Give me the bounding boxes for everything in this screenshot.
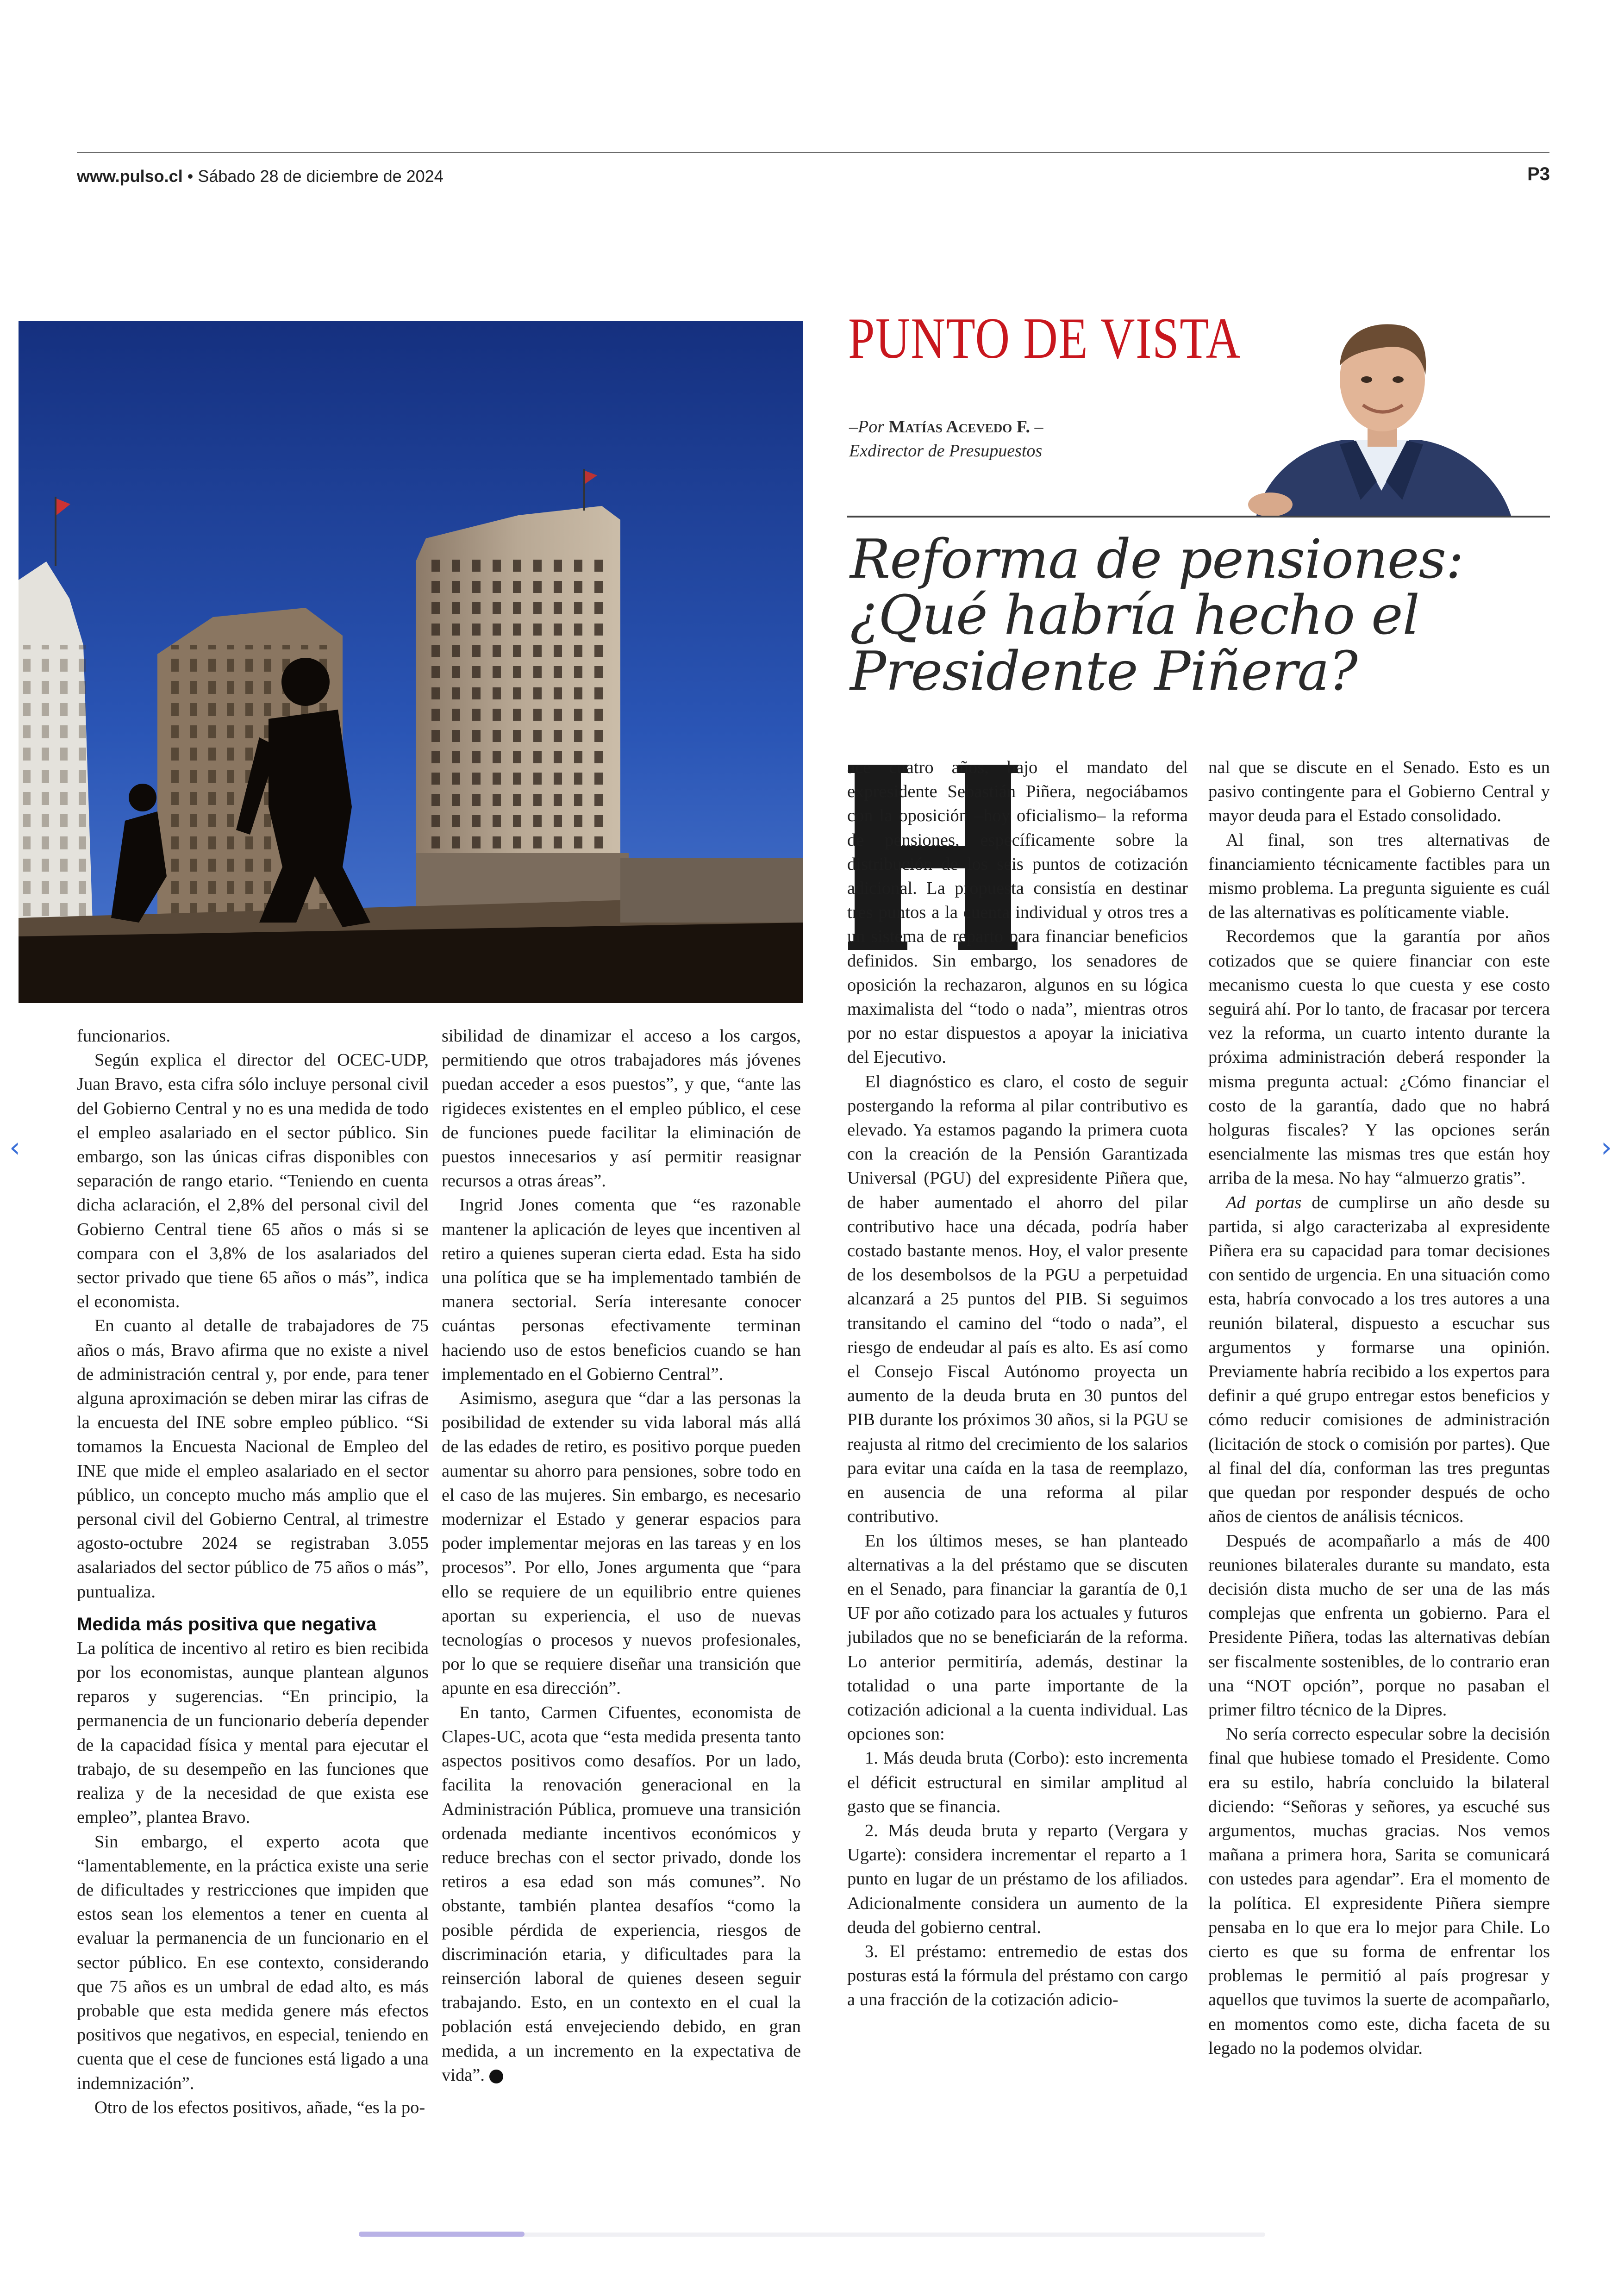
opinion-column-1 [847, 755, 1188, 2012]
article-photo [19, 321, 803, 1003]
byline-suffix: – [1030, 417, 1043, 437]
opinion-headline: Reforma de pensiones: ¿Qué habría hecho el Presidente Piñera? [850, 528, 1464, 703]
header-rule [77, 152, 1549, 153]
article-column-1 [77, 1024, 429, 2120]
paragraph: nal que se discute en el Senado. Esto es un pasivo contingente para el Gobierno Central y mayor deuda para el Estado consolidado. [1208, 758, 1550, 826]
header-site-date [77, 167, 443, 186]
paragraph: sibilidad de dinamizar el acceso a los cargos, permitiendo que otros trabajadores más jóvenes puedan acceder a esos puestos”, y que, “ante las rigideces existentes en el empleo público, el cese de funciones puede facilitar la eliminación de puestos innecesarios y así permitir reasignar recursos a otras áreas”. [442, 1026, 801, 1191]
paragraph: Sin embargo, el experto acota que “lamentablemente, en la práctica existe una serie de dificultades y restricciones que impiden que estos sean los elementos a tener en cuenta al evaluar la permanencia de un funcionario en el sector público. En ese contexto, considerando que 75 años es un umbral de edad alto, es más probable que esta medida genere más efectos positivos que negativos, en especial, teniendo en cuenta que el cese de funciones está ligado a una indemnización”. [77, 1832, 429, 2093]
author-role: Exdirector de Presupuestos [849, 441, 1043, 461]
paragraph-text: de cumplirse un año desde su partida, si algo caracterizaba al expresidente Piñera era su capacidad para tomar decisiones con sentido de urgencia. En una situación como esta, habría convocado a los tres autores a una reunión bilateral, dispuesto a escuchar sus argumentos y formarse una opinión. Previamente habría recibido a los expertos para definir a qué grupo entregar estos beneficios y cómo reducir comisiones de administración (licitación de stock o comisión por partes). Que al final del día, conforman las tres preguntas que quedan por responder después de ocho años de cientos de análisis técnicos. [1208, 1192, 1550, 1527]
headline-rule [847, 516, 1550, 518]
paragraph [1208, 1191, 1550, 1529]
paragraph: No sería correcto especular sobre la decisión final que hubiese tomado el Presidente. Como era su estilo, habría concluido la bilateral diciendo: “Señoras y señores, ya escuché sus argumentos, muchas gracias. Nos vemos mañana a primera hora, Sarita se comunicará con ustedes para agendar”. Era el momento de la política. El expresidente Piñera siempre pensaba en lo que era lo mejor para Chile. Lo cierto es que su forma de enfrentar los problemas le permitió al país progresar y aquellos que tuvimos la suerte de acompañarlo, en momentos como este, dicha faceta de su legado no la podemos olvidar. [1208, 1724, 1550, 2058]
byline [849, 417, 1043, 437]
paragraph: Otro de los efectos positivos, añade, “es la po- [94, 2097, 425, 2117]
paragraph: funcionarios. [77, 1026, 171, 1046]
previous-page-arrow[interactable]: ‹ [9, 1131, 20, 1164]
next-page-arrow[interactable]: › [1601, 1131, 1612, 1164]
opinion-column-2 [1208, 755, 1550, 2060]
page-number: P3 [1527, 164, 1550, 184]
paragraph: ace cuatro años, bajo el mandato del expresidente Sebastián Piñera, negociábamos con la oposición –hoy oficialismo– la reforma de pensiones, específicamente sobre la distribución de los seis puntos de cotización adicional. La propuesta consistía en destinar tres puntos a la cuenta individual y otros tres a un sistema de reparto para financiar beneficios definidos. Sin embargo, los senadores de oposición la rechazaron, algunos en su lógica maximalista del “todo o nada”, mientras otros por no estar dispuestos a apoyar la iniciativa del Ejecutivo. [847, 758, 1188, 1067]
article-column-2 [442, 1024, 801, 2087]
site-url[interactable]: www.pulso.cl [77, 167, 183, 186]
author-name: Matías Acevedo F. [888, 417, 1030, 437]
paragraph: En los últimos meses, se han planteado alternativas a la del préstamo que se discuten en el Senado, para financiar la garantía de 0,1 UF por año cotizado para los actuales y futuros jubilados que no se beneficiarán de la reforma. Lo anterior permitiría, además, destinar la totalidad o una parte importante de la cotización adicional a la cuenta individual. Las opciones son: [847, 1531, 1188, 1744]
paragraph: La política de incentivo al retiro es bien recibida por los economistas, aunque plantean algunos reparos y sugerencias. “En principio, la permanencia de un funcionario debería depender de la capacidad física y mental para ejecutar el trabajo, de su desempeño en las funciones que realiza y de la necesidad de que exista ese empleo”, plantea Bravo. [77, 1638, 429, 1827]
italic-lead: Ad portas [1226, 1192, 1302, 1212]
end-mark [489, 2070, 503, 2083]
byline-prefix: –Por [849, 417, 884, 437]
issue-date: • Sábado 28 de diciembre de 2024 [187, 167, 443, 186]
paragraph: Recordemos que la garantía por años cotizados que se quiere financiar con este mecanismo cuesta lo que cuesta y ese costo seguirá ahí. Por lo tanto, de fracasar por tercera vez la reforma, un cuarto intento durante la próxima administración deberá responder la misma pregunta actual: ¿Cómo financiar el costo de la garantía, dado que no habrá holguras fiscales? Y las opciones serán esencialmente las mismas tres que están hoy arriba de la mesa. No hay “almuerzo gratis”. [1208, 927, 1550, 1188]
paragraph: El diagnóstico es claro, el costo de seguir postergando la reforma al pilar contributivo es elevado. Ya estamos pagando la primera cuota con la creación de la Pensión Garantizada Universal (PGU) del expresidente Piñera que, de haber aumentado el ahorro del pilar contributivo hace una década, podría haber costado bastante menos. Hoy, el valor presente de los desembolsos de la PGU a perpetuidad alcanzará a 25 puntos del PIB. Si seguimos transitando el camino del “todo o nada”, el riesgo de endeudar al país es alto. Es así como el Consejo Fiscal Autónomo proyecta un aumento de la deuda bruta en 30 puntos del PIB durante los próximos 30 años, si la PGU se reajusta al ritmo del crecimiento de los salarios para evitar una caída en la tasa de reemplazo, en ausencia de una reforma al pilar contributivo. [847, 1072, 1188, 1527]
paragraph: 2. Más deuda bruta y reparto (Vergara y Ugarte): considera incrementar el reparto a 1 punto en lugar de un préstamo de los afiliados. Adicionalmente considera un aumento de la deuda del gobierno central. [847, 1821, 1188, 1937]
paragraph: Después de acompañarlo a más de 400 reuniones bilaterales durante su mandato, esta decisión dista mucho de ser una de las más complejas que enfrenta un gobierno. Para el Presidente Piñera, todas las alternativas debían ser fiscalmente sostenibles, de lo contrario eran una “NOT opción”, porque no pasaban el primer filtro técnico de la Dipres. [1208, 1531, 1550, 1720]
paragraph: En tanto, Carmen Cifuentes, economista de Clapes-UC, acota que “esta medida presenta tanto aspectos positivos como desafíos. Por un lado, facilita la renovación generacional en la Administración Pública, promueve una transición ordenada mediante incentivos económicos y reduce brechas con el sector privado, donde los retiros a esa edad son más comunes”. No obstante, también plantea desafíos “como la posible pérdida de experiencia, riesgos de discriminación etaria, y dificultades para la reinserción laboral de quienes deseen seguir trabajando. Esto, en un contexto en el cual la población está envejeciendo debido, en gran medida, a un incremento en la expectativa de vida”. [442, 1703, 801, 2085]
paragraph: Según explica el director del OCEC-UDP, Juan Bravo, esta cifra sólo incluye personal civil del Gobierno Central y no es una medida de todo el empleo asalariado en el sector público. Sin embargo, son las únicas cifras disponibles con separación de rango etario. “Teniendo en cuenta dicha aclaración, el 2,8% del personal civil del Gobierno Central tiene 65 años o más si se compara con el 3,8% de los asalariados del sector privado que tiene 65 años o más”, indica el economista. [77, 1050, 429, 1312]
author-portrait [1238, 306, 1525, 516]
paragraph: Ingrid Jones comenta que “es razonable mantener la aplicación de leyes que incentiven al retiro a quienes superan cierta edad. Esta ha sido una política que se ha implementado también de manera sectorial. Sería interesante conocer cuántas personas efectivamente terminan haciendo uso de estos beneficios cuando se han implementado en el Gobierno Central”. [442, 1195, 801, 1384]
subheading: Medida más positiva que negativa [77, 1614, 376, 1634]
paragraph: Asimismo, asegura que “dar a las personas la posibilidad de extender su vida laboral más allá de las edades de retiro, es positivo porque pueden aumentar su ahorro para pensiones, sobre todo en el caso de las mujeres. Sin embargo, es necesario modernizar el Estado y generar espacios para poder implementar mejoras en las tareas y en los procesos”. Por ello, Jones argumenta que “para ello se requiere de un equilibrio entre quienes aportan su experiencia, el uso de nuevas tecnologías o procesos y nuevos profesionales, por lo que se requiere diseñar una transición que apunte en esa dirección”. [442, 1389, 801, 1698]
page-scrollbar-thumb[interactable] [359, 2232, 525, 2237]
paragraph: 3. El préstamo: entremedio de estas dos posturas está la fórmula del préstamo con cargo a una fracción de la cotización adicio- [847, 1941, 1188, 2010]
paragraph: 1. Más deuda bruta (Corbo): esto incrementa el déficit estructural en similar amplitud al gasto que se financia. [847, 1748, 1188, 1816]
paragraph: Al final, son tres alternativas de financiamiento técnicamente factibles para un mismo problema. La pregunta siguiente es cuál de las alternativas es políticamente viable. [1208, 830, 1550, 923]
section-title: PUNTO DE VISTA [848, 306, 1241, 371]
paragraph: En cuanto al detalle de trabajadores de 75 años o más, Bravo afirma que no existe a nivel de administración central y, por ende, para tener alguna aproximación se deben mirar las cifras de la encuesta del INE sobre empleo público. “Si tomamos la Encuesta Nacional de Empleo del INE que mide el empleo asalariado en el sector público, un concepto mucho más amplio que el personal civil del Gobierno Central, al trimestre agosto-octubre 2024 se registraban 3.055 asalariados del sector público de 75 años o más”, puntualiza. [77, 1316, 429, 1602]
